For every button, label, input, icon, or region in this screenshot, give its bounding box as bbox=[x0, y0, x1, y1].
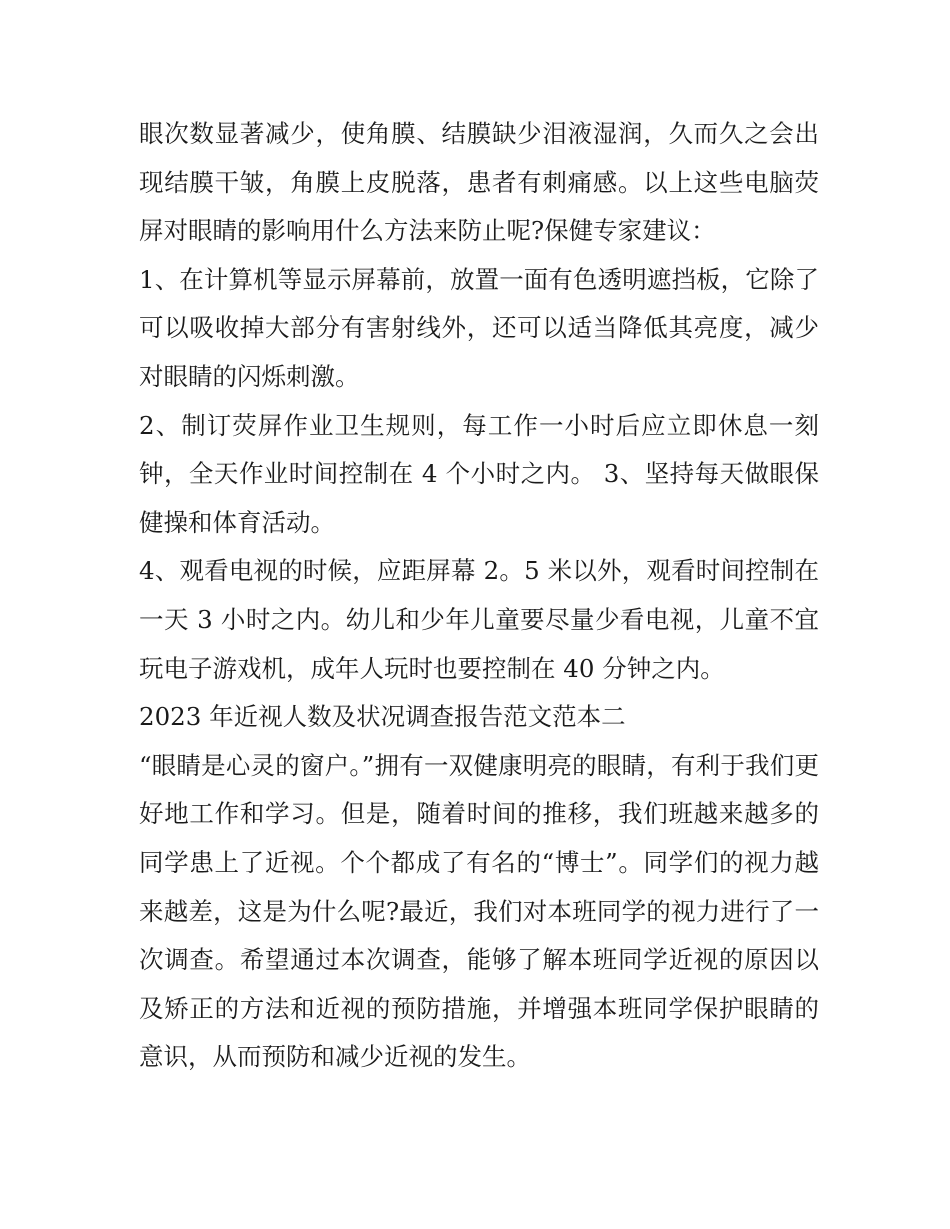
paragraph-tip-2-3: 2、制订荧屏作业卫生规则，每工作一小时后应立即休息一刻钟，全天作业时间控制在 4 个小时之内。 3、坚持每天做眼保健操和体育活动。 bbox=[139, 410, 819, 537]
paragraph-tip-4: 4、观看电视的时候，应距屏幕 2。5 米以外，观看时间控制在一天 3 小时之内。幼儿和少年儿童要尽量少看电视，儿童不宜玩电子游戏机，成年人玩时也要控制在 40 分钟之内。 bbox=[139, 556, 819, 683]
section-heading: 2023 年近视人数及状况调查报告范文范本二 bbox=[139, 702, 626, 732]
paragraph-tip-1: 1、在计算机等显示屏幕前，放置一面有色透明遮挡板，它除了可以吸收掉大部分有害射线外，还可以适当降低其亮度，减少对眼睛的闪烁刺激。 bbox=[139, 264, 819, 391]
paragraph-survey-intro: “眼睛是心灵的窗户。”拥有一双健康明亮的眼睛，有利于我们更好地工作和学习。但是，随着时间的推移，我们班越来越多的同学患上了近视。个个都成了有名的“博士”。同学们的视力越来越差，这是为什么呢?最近，我们对本班同学的视力进行了一次调查。希望通过本次调查，能够了解本班同学近视的原因以及矫正的方法和近视的预防措施，并增强本班同学保护眼睛的意识，从而预防和减少近视的发生。 bbox=[139, 750, 819, 1072]
document-body bbox=[139, 110, 819, 1082]
paragraph-screen-effects: 眼次数显著减少，使角膜、结膜缺少泪液湿润，久而久之会出现结膜干皱，角膜上皮脱落，患者有刺痛感。以上这些电脑荧屏对眼睛的影响用什么方法来防止呢?保健专家建议： bbox=[139, 119, 819, 246]
